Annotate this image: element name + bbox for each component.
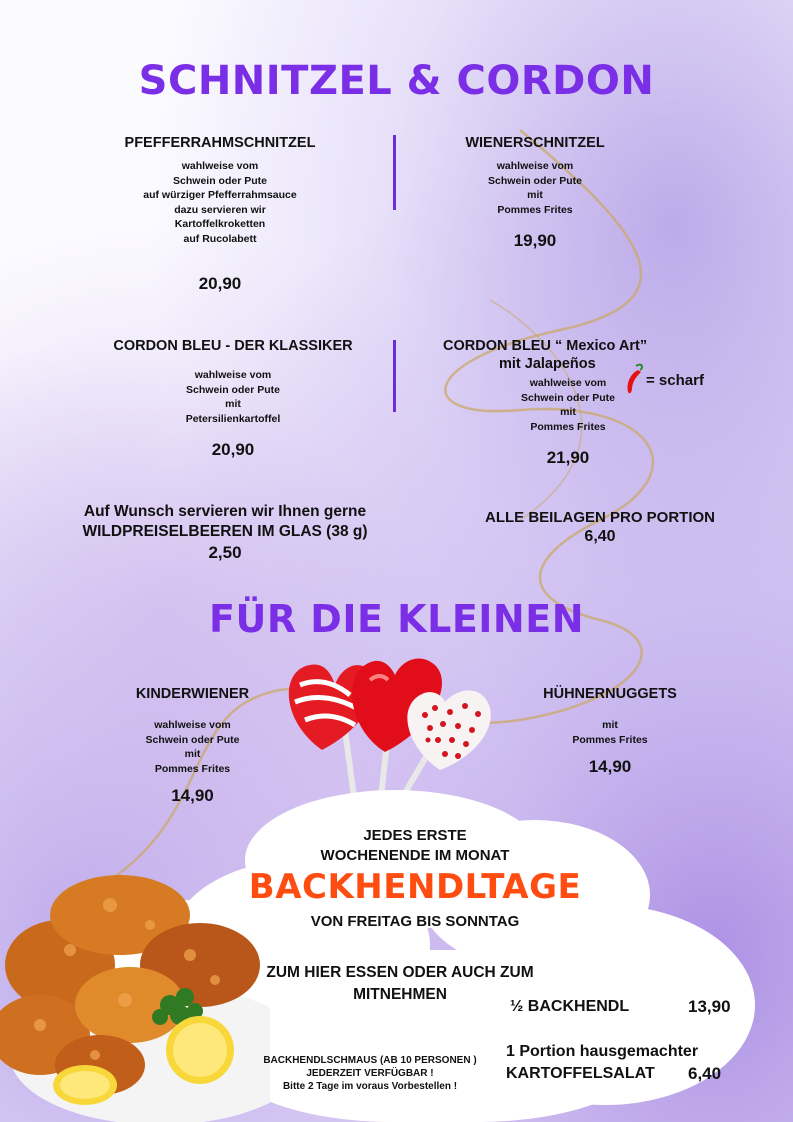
section-title-schnitzel: SCHNITZEL & CORDON xyxy=(138,58,655,104)
item-desc-line: Pommes Frites xyxy=(154,762,231,775)
chili-icon xyxy=(622,362,644,396)
backhendl-promo xyxy=(230,827,600,930)
item-price: 20,90 xyxy=(198,274,242,293)
item-name: KINDERWIENER xyxy=(135,686,250,702)
item-desc-line: dazu servieren wir xyxy=(174,203,266,216)
section-title-kids: FÜR DIE KLEINEN xyxy=(209,597,584,641)
item-desc-line: Kartoffelkroketten xyxy=(174,218,266,230)
extra-line: WILDPREISELBEEREN IM GLAS (38 g) xyxy=(82,523,368,540)
half-backhendl-label: ½ BACKHENDL xyxy=(510,998,630,1015)
promo-line: MITNEHMEN xyxy=(353,986,447,1003)
item-desc-line: auf Rucolabett xyxy=(183,232,257,245)
menu-item-wiener xyxy=(430,135,640,251)
item-desc-line: Pommes Frites xyxy=(530,420,606,433)
promo-days: VON FREITAG BIS SONNTAG xyxy=(310,913,520,930)
column-divider xyxy=(393,340,396,412)
item-desc-line: mit xyxy=(184,748,201,760)
promo-line: ZUM HIER ESSEN ODER AUCH ZUM xyxy=(266,964,534,981)
item-desc-line: mit xyxy=(527,189,543,201)
menu-item-pfefferrahm xyxy=(100,135,340,294)
item-desc-line: wahlweise vom xyxy=(496,160,574,172)
note-line: BACKHENDLSCHMAUS (AB 10 PERSONEN ) xyxy=(263,1055,477,1066)
heart-lollipop-icon xyxy=(280,640,520,815)
item-name: CORDON BLEU “ Mexico Art” xyxy=(443,338,648,354)
menu-item-nuggets xyxy=(510,686,710,777)
item-desc-line: Schwein oder Pute xyxy=(488,174,582,187)
extra-price: 2,50 xyxy=(208,543,242,562)
salad-label: KARTOFFELSALAT xyxy=(506,1065,655,1082)
item-name: CORDON BLEU - DER KLASSIKER xyxy=(113,338,353,354)
item-desc-line: Schwein oder Pute xyxy=(521,391,615,404)
item-desc-line: wahlweise vom xyxy=(194,369,272,381)
extra-beilagen xyxy=(470,509,730,546)
spicy-legend-label: = scharf xyxy=(646,372,704,389)
half-backhendl-price: 13,90 xyxy=(688,997,731,1016)
item-desc-line: mit xyxy=(560,406,576,418)
note-line: Bitte 2 Tage im voraus Vorbestellen ! xyxy=(282,1081,458,1092)
item-price: 14,90 xyxy=(171,786,214,805)
item-name: PFEFFERRAHMSCHNITZEL xyxy=(124,135,316,151)
column-divider xyxy=(393,135,396,210)
item-desc-line: Schwein oder Pute xyxy=(145,733,240,746)
item-desc-line: Pommes Frites xyxy=(497,203,573,216)
item-name: WIENERSCHNITZEL xyxy=(465,135,605,151)
item-price: 14,90 xyxy=(588,757,632,776)
item-desc-line: Schwein oder Pute xyxy=(173,174,267,187)
extra-line: ALLE BEILAGEN PRO PORTION xyxy=(484,509,715,526)
item-name: HÜHNERNUGGETS xyxy=(543,686,677,702)
item-desc-line: Schwein oder Pute xyxy=(186,383,280,396)
item-desc-line: Pommes Frites xyxy=(572,733,648,746)
menu-item-kinderwiener xyxy=(100,686,285,806)
promo-line: WOCHENENDE IM MONAT xyxy=(320,847,510,864)
menu-item-cordon-mexico xyxy=(443,338,673,468)
item-subtitle: mit Jalapeños xyxy=(499,356,596,372)
extra-line: Auf Wunsch servieren wir Ihnen gerne xyxy=(83,503,367,520)
item-price: 19,90 xyxy=(513,231,557,250)
extra-price: 6,40 xyxy=(584,528,616,545)
item-desc-line: wahlweise vom xyxy=(154,719,231,731)
item-price: 20,90 xyxy=(211,440,255,459)
spicy-legend xyxy=(622,362,722,396)
salad-label: 1 Portion hausgemachter xyxy=(506,1043,699,1060)
extra-preiselbeeren xyxy=(55,503,395,563)
group-booking-note xyxy=(238,1054,502,1093)
item-price: 21,90 xyxy=(546,448,590,467)
item-desc-line: wahlweise vom xyxy=(529,377,607,389)
item-desc-line: mit xyxy=(225,398,241,410)
item-desc-line: auf würziger Pfefferrahmsauce xyxy=(143,189,297,201)
menu-item-cordon-klassiker xyxy=(100,338,366,460)
item-desc-line: wahlweise vom xyxy=(181,160,259,172)
item-desc-line: Petersilienkartoffel xyxy=(185,412,281,425)
note-line: JEDERZEIT VERFÜGBAR ! xyxy=(306,1068,434,1079)
promo-headline: BACKHENDLTAGE xyxy=(248,867,582,907)
item-desc-line: mit xyxy=(602,719,618,731)
salad-price: 6,40 xyxy=(688,1064,722,1083)
promo-line: JEDES ERSTE xyxy=(363,827,467,844)
